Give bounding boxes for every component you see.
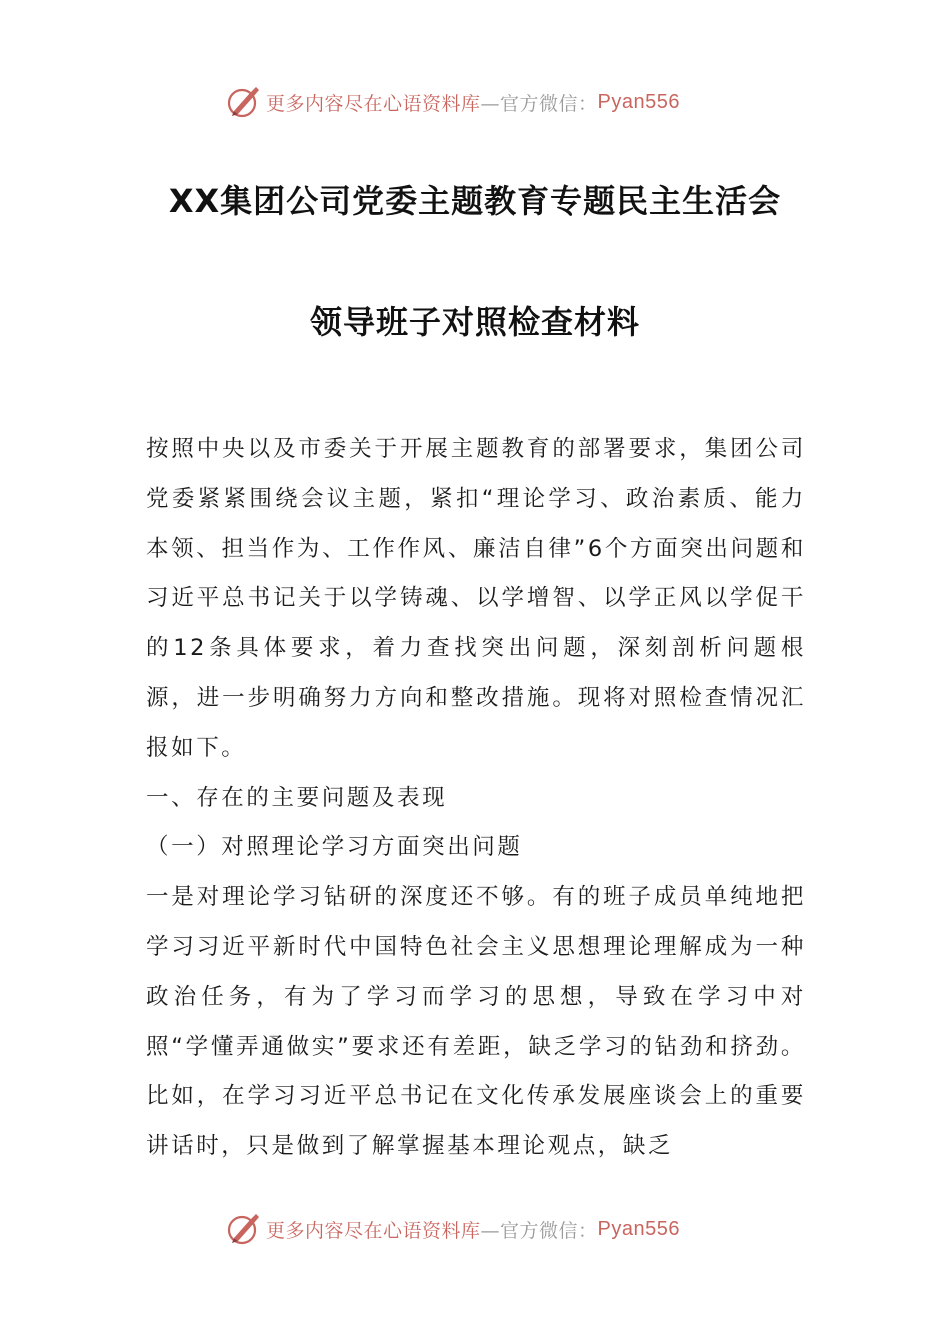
document-title-line1: XX集团公司党委主题教育专题民主生活会 xyxy=(168,182,782,220)
watermark-red-text: 更多内容尽在心语资料库 xyxy=(266,92,481,115)
watermark-id: Pyan556 xyxy=(597,1217,680,1240)
watermark-id: Pyan556 xyxy=(597,90,680,113)
document-body xyxy=(146,425,806,1172)
watermark-footer xyxy=(226,1211,680,1247)
watermark-gray-text: —官方微信： xyxy=(480,1219,598,1242)
watermark-gray-text: —官方微信： xyxy=(480,92,598,115)
body-paragraph: 一是对理论学习钻研的深度还不够。有的班子成员单纯地把学习习近平新时代中国特色社会主义思想理论理解成为一种政治任务，有为了学习而学习的思想，导致在学习中对照“学懂弄通做实”要求还有差距，缺乏学习的钻劲和挤劲。比如，在学习习近平总书记在文化传承发展座谈会上的重要讲话时，只是做到了解掌握基本理论观点，缺乏 xyxy=(146,884,806,1160)
pen-logo-icon xyxy=(226,1211,262,1247)
document-title-line2: 领导班子对照检查材料 xyxy=(309,303,640,341)
pen-logo-icon xyxy=(226,84,262,120)
intro-paragraph: 按照中央以及市委关于开展主题教育的部署要求，集团公司党委紧紧围绕会议主题，紧扣“理论学习、政治素质、能力本领、担当作为、工作作风、廉洁自律”6个方面突出问题和习近平总书记关于以学铸魂、以学增智、以学正风以学促干的12条具体要求，着力查找突出问题，深刻剖析问题根源，进一步明确努力方向和整改措施。现将对照检查情况汇报如下。 xyxy=(146,436,806,761)
section-heading: 一、存在的主要问题及表现 xyxy=(146,784,448,811)
watermark-header xyxy=(226,84,680,120)
subsection-heading: （一）对照理论学习方面突出问题 xyxy=(146,834,523,861)
watermark-red-text: 更多内容尽在心语资料库 xyxy=(266,1219,481,1242)
